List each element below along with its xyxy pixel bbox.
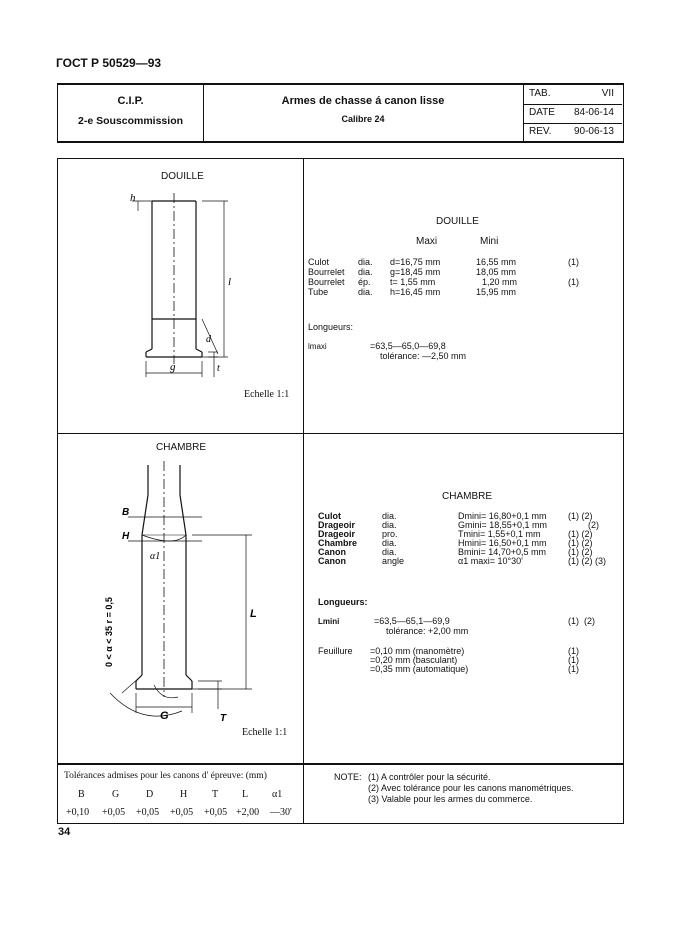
- row-name: Chambre: [318, 538, 358, 548]
- feuillure-note: (1): [568, 664, 579, 674]
- row-type: ép.: [358, 277, 371, 287]
- row-type: dia.: [382, 511, 397, 521]
- chambre-drawing: [82, 457, 302, 727]
- tol-letter: H: [180, 789, 188, 800]
- row-maxi: d=16,75 mm: [390, 257, 441, 267]
- douille-longueurs-label: Longueurs:: [308, 322, 354, 332]
- meta-value: 84-06-14: [573, 107, 614, 118]
- tolerances-title: Tolérances admises pour les canons d' épreuve: (mm): [64, 771, 267, 781]
- lmaxi-label: lmaxi: [308, 342, 327, 351]
- header-title-cell: [203, 85, 524, 141]
- tol-value: +0,05: [136, 807, 160, 818]
- meta-row-rev: [523, 123, 622, 142]
- row-mini: 15,95 mm: [476, 287, 517, 297]
- row-notes: (1) (2): [568, 538, 593, 548]
- meta-key: TAB.: [529, 88, 551, 99]
- row-name: Drageoir: [318, 520, 356, 530]
- label-L: L: [250, 608, 257, 620]
- row-name: Canon: [318, 547, 346, 557]
- row-notes: (1) (2): [568, 511, 593, 521]
- row-type: dia.: [358, 257, 373, 267]
- row-notes: (2): [588, 520, 599, 530]
- standard-number: ГОСТ Р 50529—93: [56, 56, 162, 70]
- douille-scale: Echelle 1:1: [244, 389, 290, 400]
- note-item: (2) Avec tolérance pour les canons manométriques.: [368, 783, 574, 793]
- row-notes: (1) (2): [568, 529, 593, 539]
- meta-value: 90-06-13: [573, 126, 614, 137]
- lmini-notes: (1) (2): [568, 616, 595, 626]
- row-type: dia.: [382, 520, 397, 530]
- chambre-scale: Echelle 1:1: [242, 727, 288, 738]
- tol-value: —30': [270, 807, 292, 818]
- meta-row-date: [523, 104, 622, 124]
- tol-letter: G: [112, 789, 120, 800]
- row-name: Culot: [308, 257, 330, 267]
- page-number: 34: [58, 826, 71, 838]
- row-value: Gmini= 18,55+0,1 mm: [458, 520, 548, 530]
- label-G: G: [160, 710, 169, 722]
- tol-letter: L: [242, 789, 249, 800]
- tol-letter: T: [212, 789, 219, 800]
- section-divider: [58, 433, 623, 434]
- spec-sheet: [57, 158, 624, 824]
- tol-value: +0,05: [102, 807, 126, 818]
- meta-row-tab: [523, 85, 622, 105]
- label-B: B: [122, 507, 130, 518]
- row-name: Drageoir: [318, 529, 356, 539]
- feuillure-note: (1): [568, 655, 579, 665]
- meta-key: DATE: [529, 107, 555, 118]
- feuillure-value: =0,20 mm (basculant): [370, 655, 458, 665]
- note-label: NOTE:: [334, 772, 362, 782]
- lmini-label: Lmini: [318, 617, 340, 626]
- douille-drawing-title: DOUILLE: [161, 171, 204, 182]
- tol-value: +0,05: [204, 807, 228, 818]
- note-item: (1) A contrôler pour la sécurité.: [368, 772, 491, 782]
- tol-value: +0,10: [66, 807, 90, 818]
- row-maxi: t= 1,55 mm: [390, 277, 436, 287]
- row-value: Bmini= 14,70+0,5 mm: [458, 547, 547, 557]
- feuillure-value: =0,10 mm (manomètre): [370, 646, 465, 656]
- feuillure-value: =0,35 mm (automatique): [370, 664, 469, 674]
- header-box: [57, 83, 624, 143]
- douille-table-title: DOUILLE: [436, 216, 479, 227]
- meta-key: REV.: [529, 126, 552, 137]
- subcommission: 2-e Souscommission: [77, 115, 184, 127]
- caliber: Calibre 24: [341, 114, 385, 124]
- row-mini: 18,05 mm: [476, 267, 517, 277]
- chambre-table-title: CHAMBRE: [442, 491, 493, 502]
- label-alpha1: α1: [150, 551, 161, 562]
- row-mini: 1,20 mm: [482, 277, 518, 287]
- label-H: H: [122, 531, 130, 542]
- tol-letter: α1: [272, 789, 283, 800]
- row-type: pro.: [382, 529, 398, 539]
- column-divider: [303, 159, 304, 763]
- row-note: (1): [568, 277, 579, 287]
- footer-column-divider: [303, 765, 304, 823]
- label-t: t: [217, 363, 220, 374]
- douille-drawing: [108, 189, 298, 389]
- tol-value: +0,05: [170, 807, 194, 818]
- label-angle-range: 0 < α < 35 r = 0,5: [104, 597, 114, 667]
- row-type: dia.: [382, 547, 397, 557]
- row-name: Bourrelet: [308, 277, 345, 287]
- col-maxi: Maxi: [416, 236, 438, 247]
- tol-letter: B: [78, 789, 85, 800]
- row-name: Canon: [318, 556, 346, 566]
- tol-value: +2,00: [236, 807, 260, 818]
- feuillure-label: Feuillure: [318, 646, 353, 656]
- label-d: d: [206, 334, 211, 345]
- label-h: h: [130, 192, 136, 204]
- row-name: Tube: [308, 287, 329, 297]
- row-maxi: g=18,45 mm: [390, 267, 441, 277]
- douille-tolerance: tolérance: —2,50 mm: [380, 351, 467, 361]
- row-type: dia.: [358, 267, 373, 277]
- chambre-tolerance: tolérance: +2,00 mm: [386, 626, 469, 636]
- org-name: C.I.P.: [117, 95, 144, 107]
- row-type: dia.: [382, 538, 397, 548]
- meta-value: VII: [601, 88, 614, 99]
- tol-letter: D: [146, 789, 154, 800]
- header-meta-cell: [523, 85, 622, 141]
- lmaxi-value: =63,5—65,0—69,8: [370, 341, 446, 351]
- chambre-longueurs-label: Longueurs:: [318, 597, 368, 607]
- footer-divider: [58, 763, 623, 765]
- row-value: Tmini= 1,55+0,1 mm: [458, 529, 541, 539]
- row-name: Culot: [318, 511, 341, 521]
- note-item: (3) Valable pour les armes du commerce.: [368, 794, 533, 804]
- row-notes: (1) (2): [568, 547, 593, 557]
- row-name: Bourrelet: [308, 267, 345, 277]
- doc-title: Armes de chasse á canon lisse: [281, 95, 445, 107]
- chambre-drawing-title: CHAMBRE: [156, 442, 207, 453]
- row-notes: (1) (2) (3): [568, 556, 606, 566]
- row-maxi: h=16,45 mm: [390, 287, 441, 297]
- col-mini: Mini: [480, 236, 499, 247]
- row-type: dia.: [358, 287, 373, 297]
- row-mini: 16,55 mm: [476, 257, 517, 267]
- label-g: g: [170, 361, 176, 373]
- row-value: α1 maxi= 10°30': [458, 556, 523, 566]
- row-note: (1): [568, 257, 579, 267]
- row-type: angle: [382, 556, 405, 566]
- row-value: Dmini= 16,80+0,1 mm: [458, 511, 547, 521]
- feuillure-note: (1): [568, 646, 579, 656]
- label-l: l: [228, 276, 232, 288]
- header-org-cell: [58, 85, 204, 141]
- lmini-value: =63,5—65,1—69,9: [374, 616, 450, 626]
- label-T: T: [220, 713, 227, 724]
- row-value: Hmini= 16,50+0,1 mm: [458, 538, 547, 548]
